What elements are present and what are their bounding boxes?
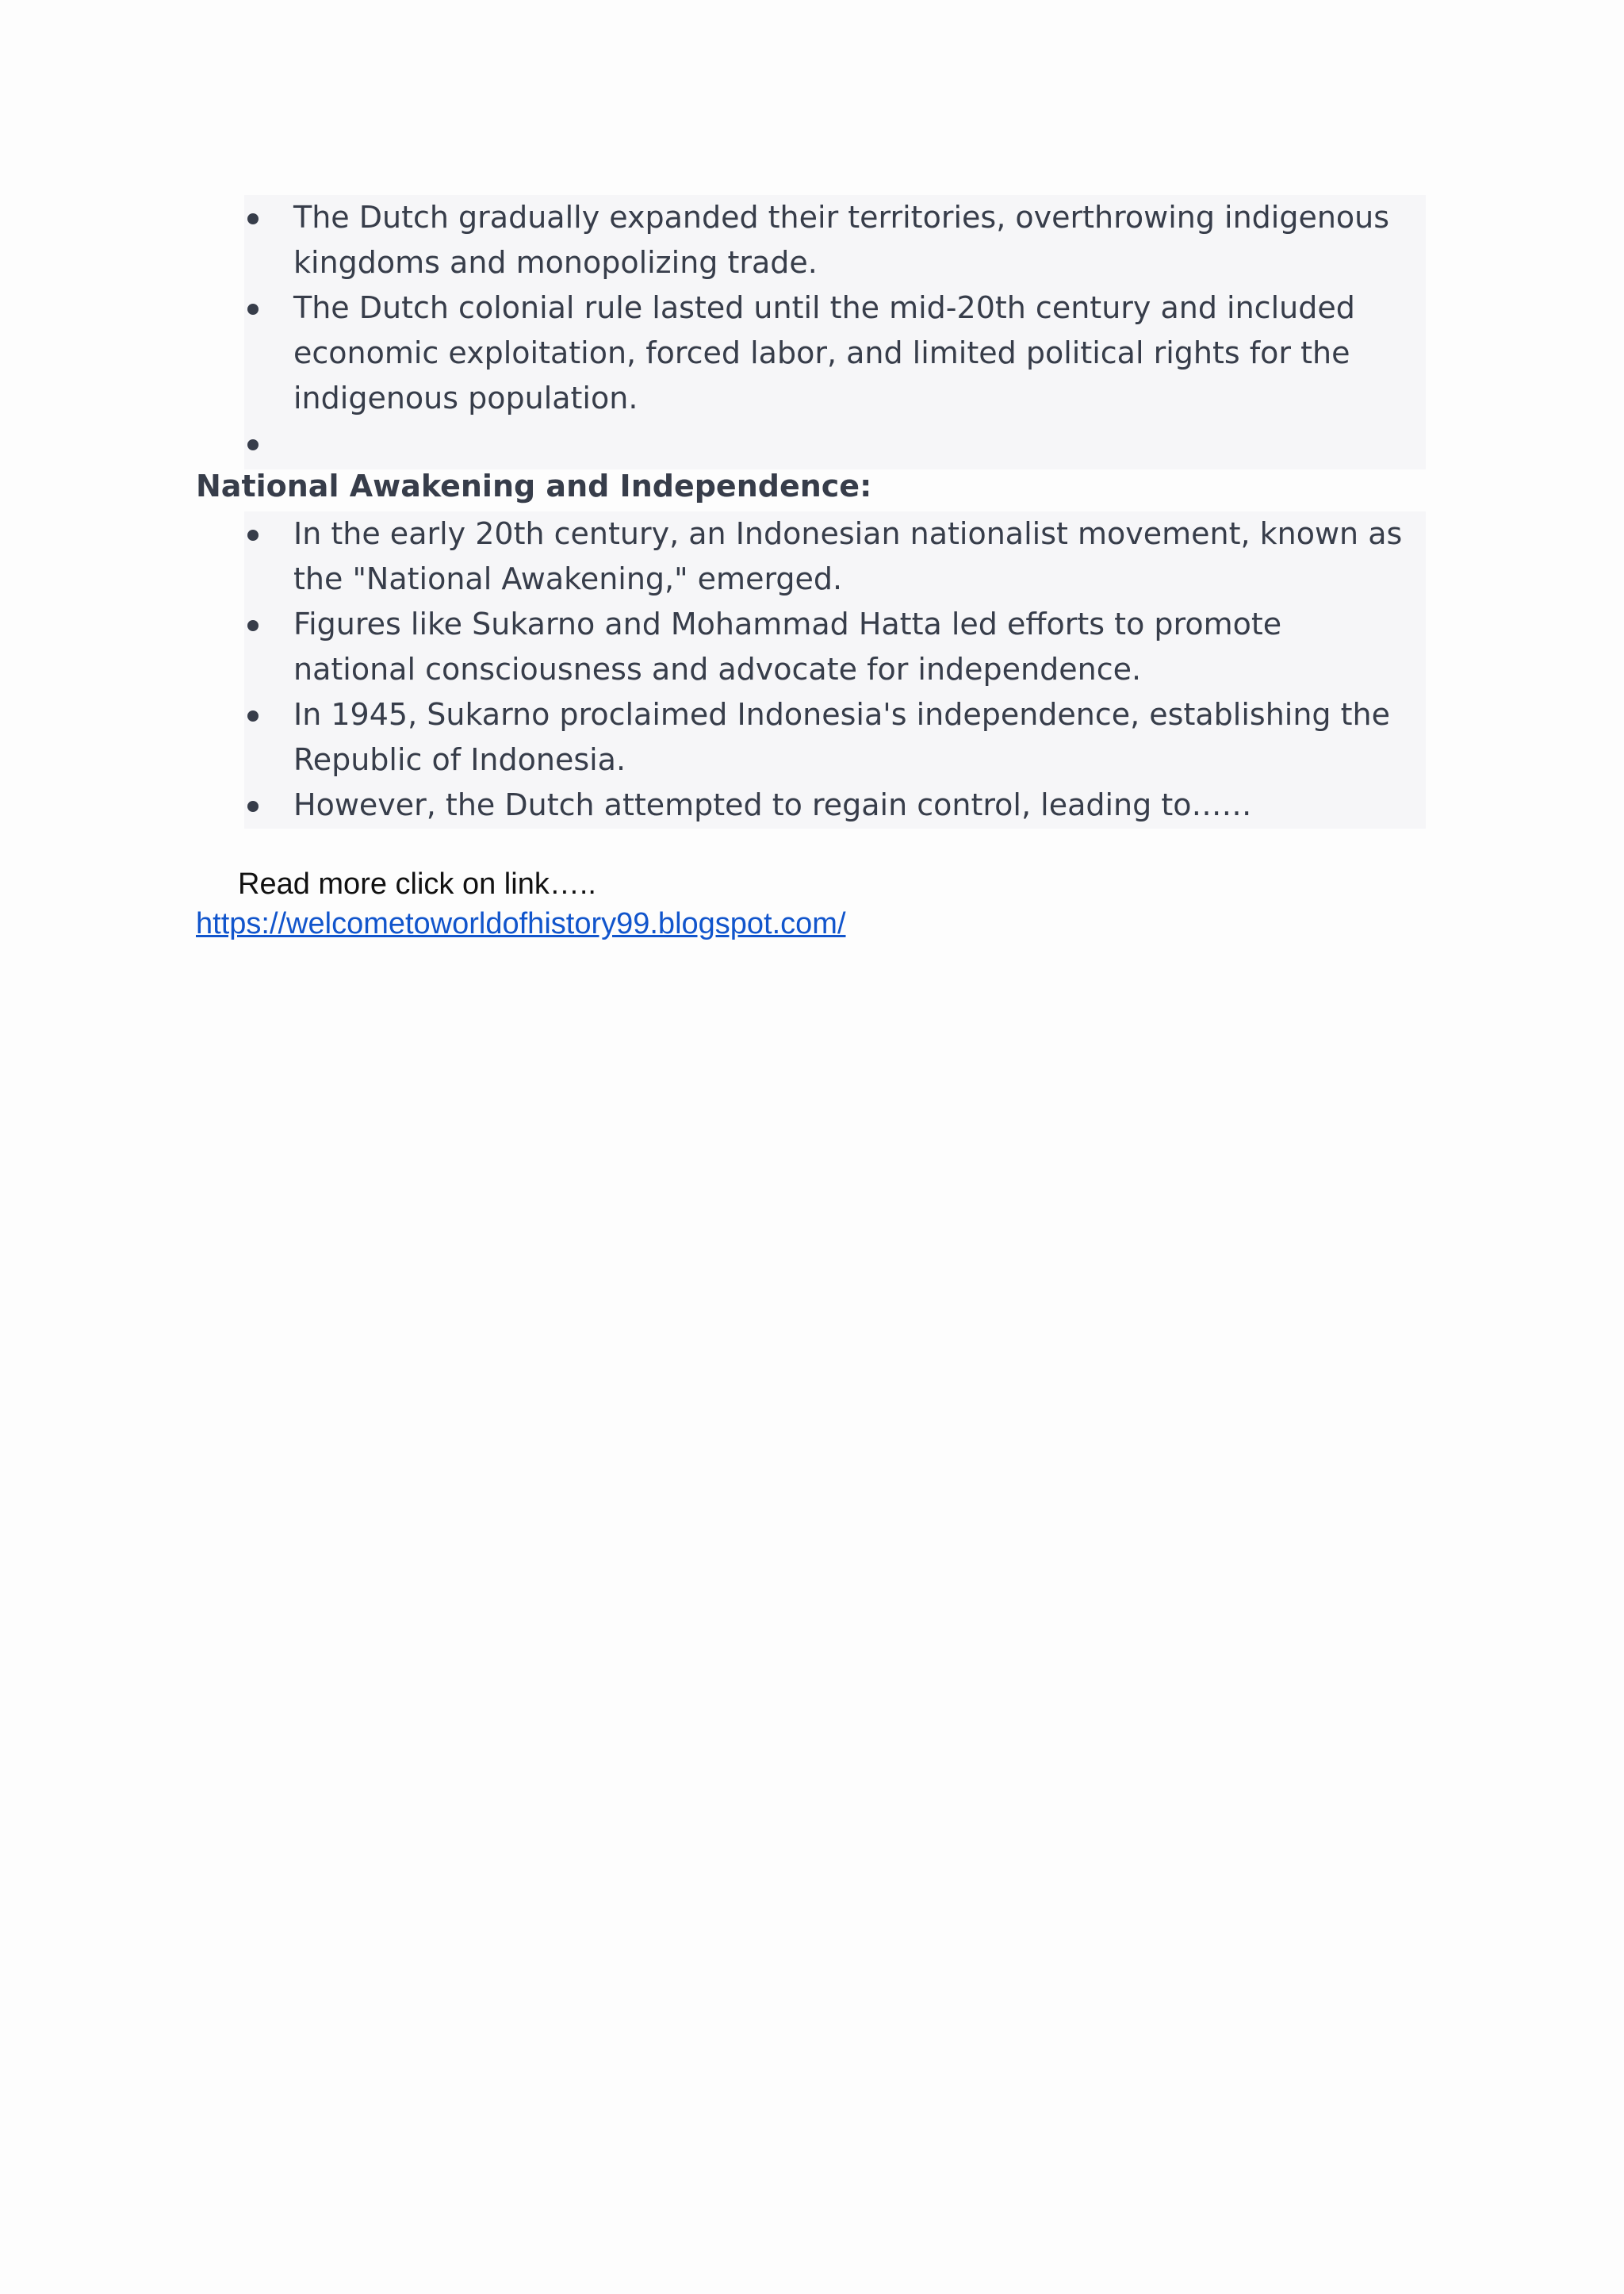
bullet-icon bbox=[247, 304, 259, 315]
list-item bbox=[244, 783, 1426, 828]
bullet-icon bbox=[247, 801, 259, 812]
list-item bbox=[244, 692, 1426, 783]
list-item-text: Figures like Sukarno and Mohammad Hatta led efforts to promote national consciousness and advocate for independence. bbox=[293, 607, 1282, 687]
list-item-text: In the early 20th century, an Indonesian nationalist movement, known as the "National Awakening," emerged. bbox=[293, 516, 1403, 596]
read-more-text: Read more click on link….. bbox=[238, 867, 596, 901]
independence-list-block bbox=[244, 511, 1426, 829]
bullet-icon bbox=[247, 620, 259, 631]
colonial-rule-list bbox=[244, 195, 1426, 466]
bullet-icon bbox=[247, 530, 259, 541]
list-item-text: However, the Dutch attempted to regain control, leading to…… bbox=[293, 787, 1252, 822]
list-item-empty bbox=[244, 421, 1426, 466]
bullet-icon bbox=[247, 439, 259, 450]
independence-list bbox=[244, 511, 1426, 828]
list-item-text: In 1945, Sukarno proclaimed Indonesia's independence, establishing the Republic of Indonesia. bbox=[293, 697, 1390, 777]
blog-link[interactable]: https://welcometoworldofhistory99.blogspot.com/ bbox=[196, 907, 846, 940]
list-item-text: The Dutch colonial rule lasted until the mid-20th century and included economic exploitation, forced labor, and limited political rights for the indigenous population. bbox=[293, 290, 1355, 416]
list-item bbox=[244, 602, 1426, 692]
list-item-text: The Dutch gradually expanded their territories, overthrowing indigenous kingdoms and monopolizing trade. bbox=[293, 200, 1390, 280]
list-item bbox=[244, 195, 1426, 285]
list-item bbox=[244, 285, 1426, 421]
bullet-icon bbox=[247, 213, 259, 224]
section-heading: National Awakening and Independence: bbox=[196, 469, 872, 504]
list-item bbox=[244, 511, 1426, 602]
colonial-rule-list-block bbox=[244, 195, 1426, 469]
bullet-icon bbox=[247, 710, 259, 722]
